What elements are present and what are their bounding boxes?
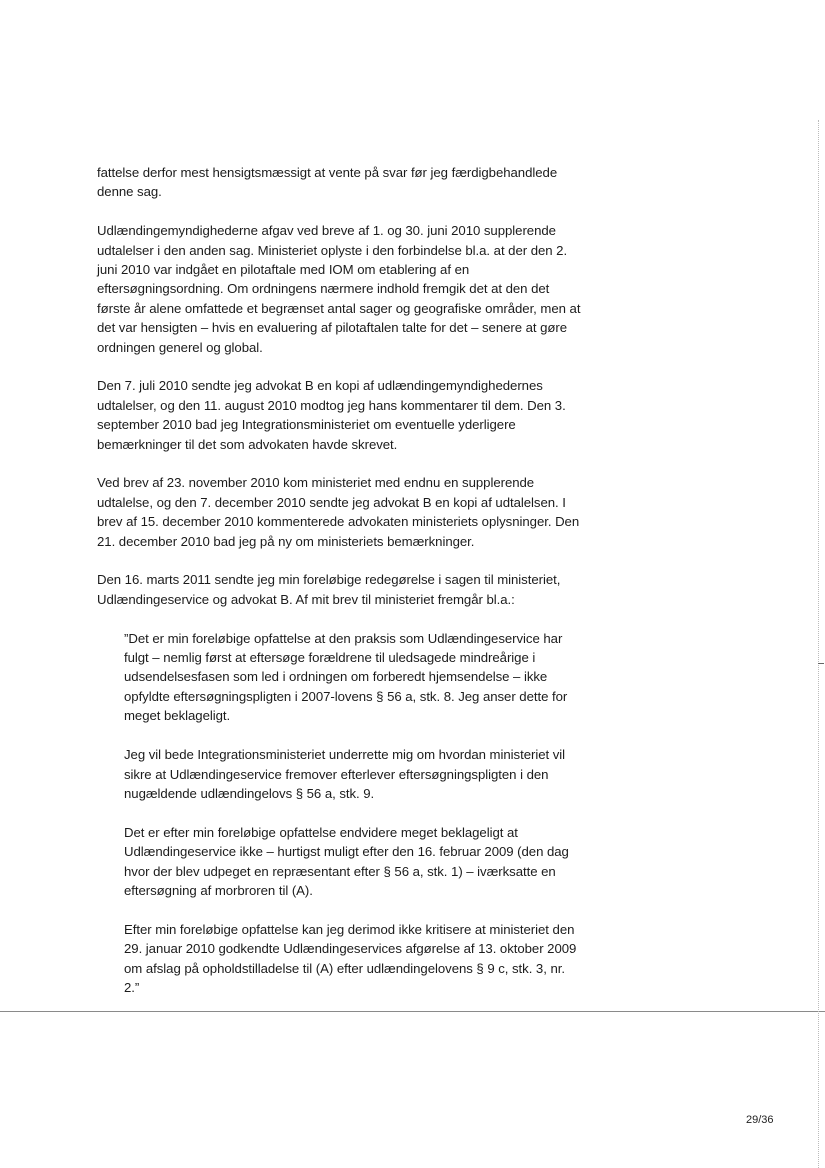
quote-paragraph: Det er efter min foreløbige opfattelse endvidere meget beklageligt at Udlændingeservice ikke – hurtigst muligt efter den 16. februar 2009 (den dag hvor der blev udpeget en repræsentant efter § 56 a, stk. 1) – iværksatte en eftersøgning af morbroren til (A). (124, 824, 569, 898)
scan-rule-line (0, 1011, 825, 1012)
paragraph: fattelse derfor mest hensigtsmæssigt at vente på svar før jeg færdigbehandlede denne sag. (97, 165, 558, 200)
quote-paragraph: ”Det er min foreløbige opfattelse at den praksis som Udlændingeservice har fulgt – nemlig først at eftersøge forældrene til uledsagede mindreårige i udsendelsesfasen som led i ordningen om forberedt hjemsendelse – ikke opfyldte eftersøgningspligten i 2007-lovens § 56 a, stk. 8. Jeg anser dette for meget beklageligt. (124, 630, 568, 724)
scan-edge-tick (818, 663, 824, 664)
quote-paragraph: Efter min foreløbige opfattelse kan jeg derimod ikke kritisere at ministeriet den 29. januar 2010 godkendte Udlændingeservices afgørelse af 13. oktober 2009 om afslag på opholdstilladelse til (A) efter udlændingelovens § 9 c, stk. 3, nr. 2.” (124, 921, 577, 995)
paragraph: Den 16. marts 2011 sendte jeg min foreløbige redegørelse i sagen til ministeriet, Udlændingeservice og advokat B. Af mit brev til ministeriet fremgår bl.a.: (97, 572, 561, 607)
page-number: 29/36 (746, 1114, 774, 1126)
paragraph: Den 7. juli 2010 sendte jeg advokat B en kopi af udlændingemyndighedernes udtalelser, og den 11. august 2010 modtog jeg hans kommentarer til dem. Den 3. september 2010 bad jeg Integrationsministeriet om eventuelle yderligere bemærkninger til det som advokaten havde skrevet. (97, 378, 566, 452)
body-text (97, 163, 583, 1017)
paragraph: Udlændingemyndighederne afgav ved breve af 1. og 30. juni 2010 supplerende udtalelser i den anden sag. Ministeriet oplyste i den forbindelse bl.a. at der den 2. juni 2010 var indgået en pilotaftale med IOM om etablering af en eftersøgningsordning. Om ordningens nærmere indhold fremgik det at den det første år alene omfattede et begrænset antal sager og geografiske områder, men at det var hensigten – hvis en evaluering af pilotaftalen talte for det – senere at gøre ordningen generel og global. (97, 223, 581, 355)
scan-edge-line (818, 120, 819, 1168)
paragraph: Ved brev af 23. november 2010 kom ministeriet med endnu en supplerende udtalelse, og den 7. december 2010 sendte jeg advokat B en kopi af udtalelsen. I brev af 15. december 2010 kommenterede advokaten ministeriets oplysninger. Den 21. december 2010 bad jeg på ny om ministeriets bemærkninger. (97, 475, 580, 549)
quote-paragraph: Jeg vil bede Integrationsministeriet underrette mig om hvordan ministeriet vil sikre at Udlændingeservice fremover efterlever eftersøgningspligten i den nugældende udlændingelovs § 56 a, stk. 9. (124, 747, 566, 801)
